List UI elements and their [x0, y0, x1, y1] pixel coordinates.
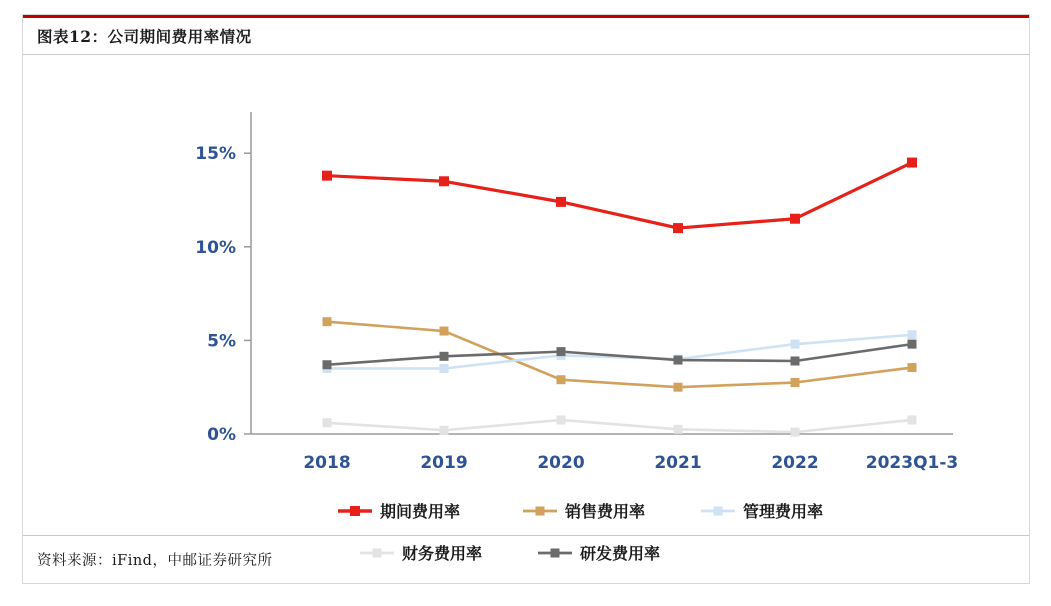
- legend-label: 销售费用率: [565, 502, 646, 521]
- data-point-marker: [557, 415, 566, 424]
- data-point-marker: [790, 214, 800, 224]
- data-point-marker: [322, 171, 332, 181]
- legend-item[interactable]: [523, 502, 645, 521]
- y-tick-label-1: 5%: [207, 331, 236, 352]
- series-5: [323, 340, 917, 370]
- series-3: [323, 330, 917, 373]
- data-point-marker: [440, 364, 449, 373]
- x-tick-label-5: 2023Q1-3: [865, 453, 959, 473]
- source-text: 资料来源：iFind，中邮证券研究所: [37, 553, 273, 569]
- data-point-marker: [908, 415, 917, 424]
- series-line: [327, 420, 912, 432]
- series-layer: [322, 158, 917, 437]
- series-line: [327, 335, 912, 369]
- data-point-marker: [323, 360, 332, 369]
- data-point-marker: [908, 363, 917, 372]
- data-point-marker: [440, 352, 449, 361]
- data-point-marker: [439, 176, 449, 186]
- series-line: [327, 322, 912, 388]
- series-line: [327, 163, 912, 229]
- x-tick-label-0: 2018: [303, 453, 351, 473]
- legend-label: 研发费用率: [580, 544, 661, 563]
- legend-item[interactable]: [701, 502, 823, 521]
- y-tick-label-0: 0%: [207, 425, 236, 445]
- figure-card: [22, 14, 1030, 584]
- data-point-marker: [907, 158, 917, 168]
- data-point-marker: [791, 428, 800, 437]
- legend-marker: [536, 507, 545, 516]
- y-tick-labels: [195, 144, 236, 445]
- legend-marker: [350, 506, 360, 516]
- data-point-marker: [908, 340, 917, 349]
- data-point-marker: [791, 356, 800, 365]
- series-1: [322, 158, 917, 234]
- x-tick-label-4: 2022: [771, 453, 819, 473]
- figure-source-bar: [23, 535, 1029, 583]
- data-point-marker: [674, 383, 683, 392]
- data-point-marker: [440, 426, 449, 435]
- x-tick-labels: [303, 453, 958, 473]
- x-tick-label-3: 2021: [654, 453, 702, 473]
- y-tick-marks: [244, 153, 251, 434]
- data-point-marker: [557, 375, 566, 384]
- data-point-marker: [673, 223, 683, 233]
- data-point-marker: [323, 317, 332, 326]
- data-point-marker: [440, 327, 449, 336]
- data-point-marker: [323, 418, 332, 427]
- legend-marker: [714, 507, 723, 516]
- legend-label: 期间费用率: [380, 502, 461, 521]
- data-point-marker: [791, 340, 800, 349]
- series-2: [323, 317, 917, 392]
- x-tick-label-1: 2019: [420, 453, 468, 473]
- data-point-marker: [557, 347, 566, 356]
- page-title: 图表12：公司期间费用率情况: [37, 27, 252, 46]
- y-tick-label-3: 15%: [195, 144, 236, 165]
- data-point-marker: [674, 356, 683, 365]
- series-line: [327, 344, 912, 365]
- legend-label: 财务费用率: [402, 544, 483, 563]
- y-tick-label-2: 10%: [195, 237, 236, 258]
- legend-item[interactable]: [338, 502, 460, 521]
- data-point-marker: [791, 378, 800, 387]
- x-tick-label-2: 2020: [537, 453, 585, 473]
- figure-title-bar: [23, 15, 1029, 55]
- legend-label: 管理费用率: [743, 502, 824, 521]
- data-point-marker: [556, 197, 566, 207]
- data-point-marker: [908, 330, 917, 339]
- data-point-marker: [674, 425, 683, 434]
